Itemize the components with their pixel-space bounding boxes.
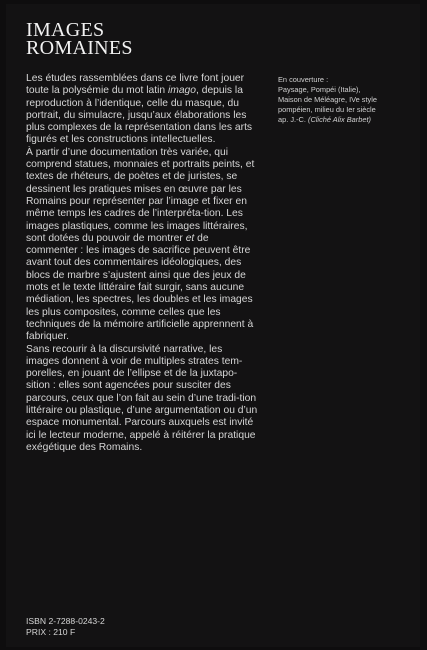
blurb-text: de commenter : les images de sacrifice peuvent être avant tout des commentaires idéologiques, des blocs de marbre s’ajustent ainsi que des jeux de mots et le texte littéraire fait surgir, sans aucune médiation, les spectres, les doubles et les images les plus composites, comme celles que les techniques de la mémoire artificielle apprennent à fabriquer. bbox=[26, 232, 254, 343]
blurb-paragraph-3: Sans recourir à la discursivité narrative, les images donnent à voir de multiples strates tem-porelles, en jouant de l’ellipse et de la juxtapo-sition : elles sont agencées pour susciter des parcours, ceux que l’on fait au sein d’une tradi-tion littéraire ou plastique, d’une argumentation ou d’un espace monumental. Parcours auxquels est invité ici le lecteur moderne, appelé à réitérer la pratique exégétique des Romains. bbox=[26, 343, 258, 453]
photo-credit: (Cliché Alix Barbet) bbox=[307, 115, 371, 124]
cover-credit-line: Paysage, Pompéi (Italie), bbox=[278, 85, 361, 94]
cover-credit-line: En couverture : bbox=[278, 75, 329, 84]
cover-credit-line: pompéien, milieu du Ier siècle bbox=[278, 105, 376, 114]
blurb-text: , depuis la reproduction à l’identique, celle du masque, du portrait, du simulacre, jusqu’aux élaborations les plus complexes de la représentation dans les arts figurés et les constructions intellectuelles. bbox=[26, 85, 253, 146]
cover-credit-date: ap. J.-C. bbox=[278, 115, 308, 124]
cover-credit-line: Maison de Méléagre, IVe style bbox=[278, 95, 378, 104]
blurb-paragraph-1 bbox=[26, 73, 258, 147]
book-title-line-1: IMAGES bbox=[26, 19, 105, 41]
cover-credit bbox=[278, 75, 413, 125]
blurb-text: À partir d’une documentation très variée, qui comprend statues, monnaies et portraits peints, et textes de rhéteurs, de poètes et de juristes, se dessinent les pratiques mises en œuvre par les Romains pour représenter par l’image et fixer en même temps les cadres de l’interpréta-tion. Les images plastiques, comme les images littéraires, sont dotées du pouvoir de montrer bbox=[26, 146, 255, 244]
blurb bbox=[26, 73, 258, 454]
price: PRIX : 210 F bbox=[26, 627, 76, 637]
isbn: ISBN 2-7288-0243-2 bbox=[26, 616, 105, 626]
emphasis-word: et bbox=[185, 232, 195, 244]
book-title-line-2: ROMAINES bbox=[26, 37, 133, 59]
blurb-paragraph-2 bbox=[26, 147, 258, 344]
publication-info bbox=[26, 616, 105, 638]
cover-credit-line bbox=[278, 115, 413, 125]
book-title bbox=[26, 21, 133, 57]
latin-term: imago bbox=[167, 85, 196, 97]
blurb-text: Les études rassemblées dans ce livre font jouer toute la polysémie du mot latin bbox=[26, 73, 245, 97]
